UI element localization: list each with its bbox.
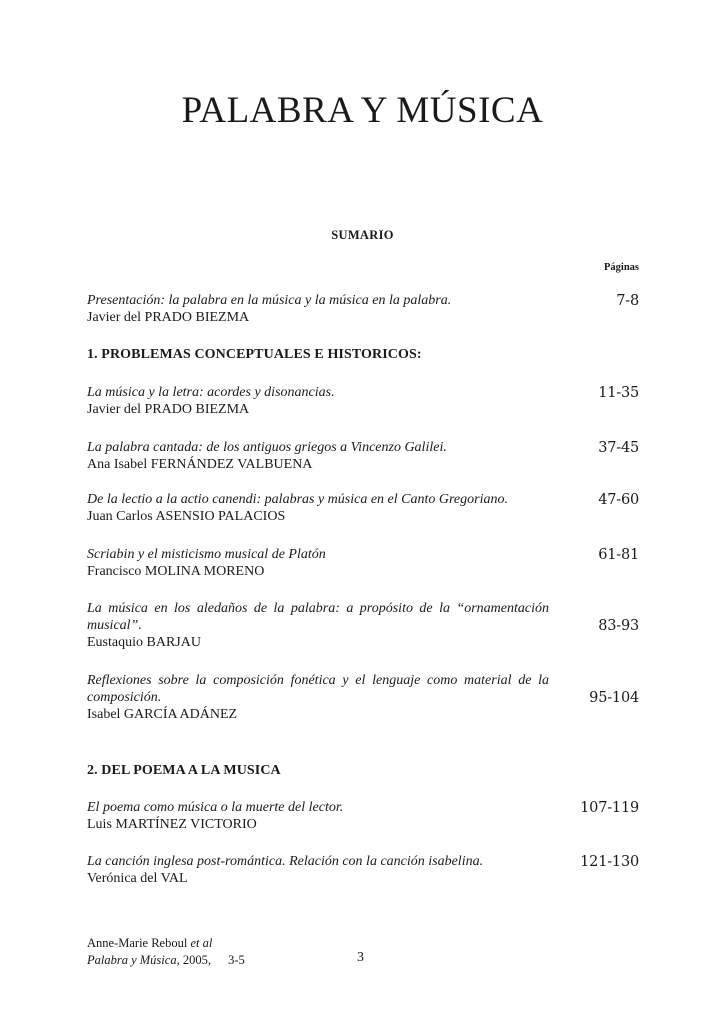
- entry-pages: 61-81: [598, 547, 639, 563]
- entry-author: Francisco MOLINA MORENO: [87, 564, 265, 579]
- footer-author: Anne-Marie Reboul: [87, 936, 188, 950]
- footer-journal: Palabra y Música,: [87, 953, 180, 967]
- entry-title: La música en los aledaños de la palabra: a propósito de la “ornamentación musical”.: [87, 601, 549, 633]
- entry-author: Javier del PRADO BIEZMA: [87, 402, 250, 417]
- entry-pages: 121-130: [580, 854, 639, 870]
- entry-title: Reflexiones sobre la composición fonética y el lenguaje como material de la composición.: [87, 673, 549, 705]
- entry-pages: 107-119: [580, 800, 639, 816]
- toc-entry[interactable]: [87, 292, 639, 326]
- page-title: PALABRA Y MÚSICA: [181, 90, 544, 131]
- entry-title: La música y la letra: acordes y disonancias.: [87, 385, 335, 400]
- section-heading: 1. PROBLEMAS CONCEPTUALES E HISTORICOS:: [87, 347, 422, 362]
- entry-author: Eustaquio BARJAU: [87, 635, 201, 650]
- page-number: 3: [357, 950, 364, 965]
- entry-pages: 83-93: [598, 618, 639, 634]
- entry-title: De la lectio a la actio canendi: palabras y música en el Canto Gregoriano.: [87, 492, 508, 507]
- entry-author: Verónica del VAL: [87, 871, 188, 886]
- entry-pages: 47-60: [598, 492, 639, 508]
- footer-author-line: [87, 935, 245, 952]
- entry-author: Ana Isabel FERNÁNDEZ VALBUENA: [87, 457, 313, 472]
- entry-title: Presentación: la palabra en la música y la música en la palabra.: [87, 293, 452, 308]
- toc-entry[interactable]: [87, 384, 639, 418]
- section-heading: 2. DEL POEMA A LA MUSICA: [87, 763, 281, 778]
- entry-title: El poema como música o la muerte del lector.: [87, 800, 344, 815]
- entry-pages: 7-8: [616, 293, 639, 309]
- toc-entry[interactable]: [87, 600, 639, 651]
- entry-pages: 11-35: [598, 385, 639, 401]
- footer-page-range: 3-5: [228, 953, 245, 967]
- pages-column-label: Páginas: [603, 262, 639, 273]
- toc-entry[interactable]: [87, 853, 639, 887]
- footer-journal-line: [87, 952, 245, 969]
- footer-et-al: et al: [190, 936, 213, 950]
- entry-author: Luis MARTÍNEZ VICTORIO: [87, 817, 257, 832]
- entry-title: Scriabin y el misticismo musical de Platón: [87, 547, 326, 562]
- entry-title: La palabra cantada: de los antiguos griegos a Vincenzo Galilei.: [87, 440, 447, 455]
- summary-heading: SUMARIO: [331, 228, 394, 242]
- footer-year: 2005,: [182, 953, 211, 967]
- entry-title: La canción inglesa post-romántica. Relación con la canción isabelina.: [87, 854, 484, 869]
- entry-pages: 95-104: [589, 690, 639, 706]
- toc-entry[interactable]: [87, 546, 639, 580]
- toc-entry[interactable]: [87, 491, 639, 525]
- footer-citation: [87, 935, 245, 969]
- entry-author: Juan Carlos ASENSIO PALACIOS: [87, 509, 286, 524]
- entry-author: Javier del PRADO BIEZMA: [87, 310, 250, 325]
- toc-entry[interactable]: [87, 799, 639, 833]
- entry-pages: 37-45: [598, 440, 639, 456]
- entry-author: Isabel GARCÍA ADÁNEZ: [87, 707, 238, 722]
- toc-entry[interactable]: [87, 672, 639, 723]
- toc-entry[interactable]: [87, 439, 639, 473]
